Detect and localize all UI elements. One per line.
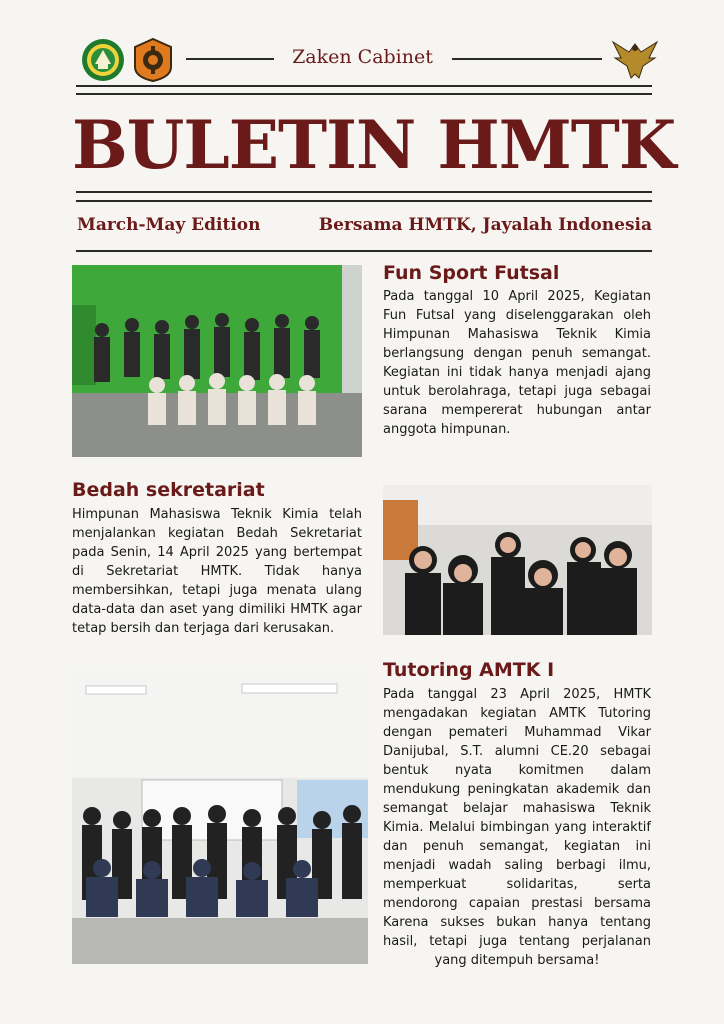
article-title-futsal: Fun Sport Futsal xyxy=(383,262,560,284)
cabinet-name: Zaken Cabinet xyxy=(292,46,433,68)
university-seal-icon xyxy=(81,38,125,86)
page-title: BULETIN HMTK xyxy=(72,106,676,184)
article-body-tutoring: Pada tanggal 23 April 2025, HMTK mengadakan kegiatan AMTK Tutoring dengan pemateri Muhammad Vikar Danijubal, S.T. alumni CE.20 sebagai bentuk nyata komitmen dalam mendukung peningkatan akademik dan semangat belajar mahasiswa Teknik Kimia. Melalui bimbingan yang interaktif dan penuh semangat, kegiatan ini menjadi wadah saling berbagi ilmu, memperkuat solidaritas, serta mendorong capaian prestasi bersama Karena sukses bukan hanya tentang hasil, tetapi juga tentang perjalanan yang ditempuh bersama! xyxy=(383,687,651,968)
futsal-photo xyxy=(72,265,362,457)
title-rule-bottom-2 xyxy=(76,200,652,202)
title-rule-top-1 xyxy=(76,85,652,87)
title-rule-top-2 xyxy=(76,93,652,95)
article-title-tutoring: Tutoring AMTK I xyxy=(383,659,555,681)
article-title-bedah: Bedah sekretariat xyxy=(72,479,265,501)
subheader-rule xyxy=(76,250,652,252)
eagle-emblem-icon xyxy=(611,36,659,86)
article-body-bedah: Himpunan Mahasiswa Teknik Kimia telah menjalankan kegiatan Bedah Sekretariat pada Senin, 14 April 2025 yang bertempat di Sekretariat HMTK. Tidak hanya membersihkan, tetapi juga menata ulang data-data dan aset yang dimiliki HMTK agar tetap bersih dan terjaga dari kerusakan. xyxy=(72,507,362,636)
slogan-label: Bersama HMTK, Jayalah Indonesia xyxy=(318,215,652,235)
header-rule-right xyxy=(452,58,602,60)
edition-label: March-May Edition xyxy=(77,215,261,235)
article-body-futsal: Pada tanggal 10 April 2025, Kegiatan Fun Futsal yang diselenggarakan oleh Himpunan Mahasiswa Teknik Kimia berlangsung dengan penuh semangat. Kegiatan ini tidak hanya menjadi ajang untuk berolahraga, tetapi juga sebagai sarana mempererat hubungan antar anggota himpunan. xyxy=(383,289,651,437)
bedah-photo xyxy=(383,485,652,635)
hmtk-gear-icon xyxy=(132,37,174,87)
tutoring-photo xyxy=(72,668,368,964)
title-rule-bottom-1 xyxy=(76,191,652,193)
